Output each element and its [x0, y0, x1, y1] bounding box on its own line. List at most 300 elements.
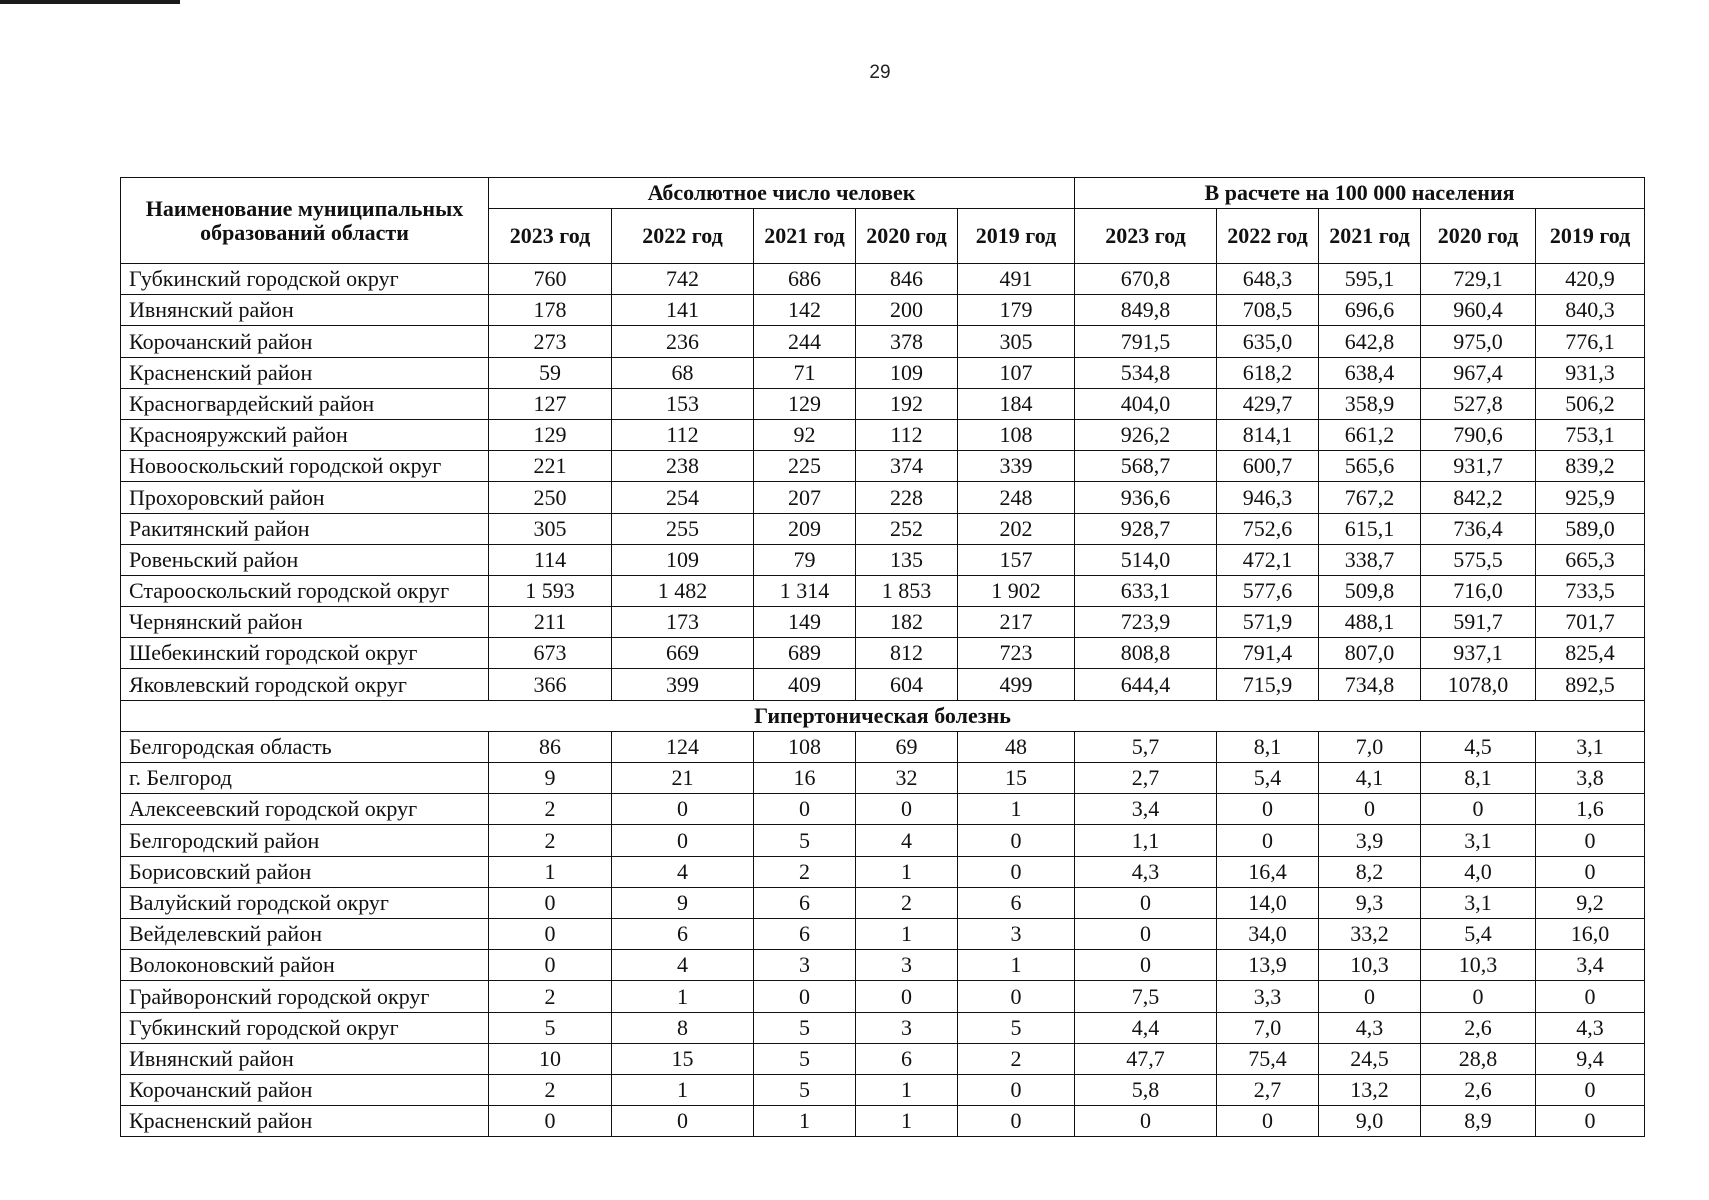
value-cell: 47,7: [1075, 1043, 1217, 1074]
value-cell: 673: [489, 638, 612, 669]
value-cell: 5,7: [1075, 731, 1217, 762]
table-row: [121, 357, 1645, 388]
value-cell: 5,4: [1217, 763, 1319, 794]
value-cell: 6: [754, 887, 856, 918]
value-cell: 736,4: [1421, 513, 1536, 544]
value-cell: 200: [856, 295, 958, 326]
value-cell: 975,0: [1421, 326, 1536, 357]
value-cell: 71: [754, 357, 856, 388]
value-cell: 928,7: [1075, 513, 1217, 544]
row-name-cell: Белгородский район: [121, 825, 489, 856]
value-cell: 812: [856, 638, 958, 669]
table-row: [121, 295, 1645, 326]
value-cell: 8,2: [1319, 856, 1421, 887]
table-row: [121, 575, 1645, 606]
value-cell: 946,3: [1217, 482, 1319, 513]
value-cell: 642,8: [1319, 326, 1421, 357]
table-row: [121, 1106, 1645, 1137]
value-cell: 618,2: [1217, 357, 1319, 388]
row-name-cell: Новооскольский городской округ: [121, 451, 489, 482]
value-cell: 4,5: [1421, 731, 1536, 762]
value-cell: 69: [856, 731, 958, 762]
value-cell: 491: [958, 264, 1075, 295]
value-cell: 842,2: [1421, 482, 1536, 513]
value-cell: 92: [754, 419, 856, 450]
value-cell: 1: [856, 1106, 958, 1137]
value-cell: 2: [856, 887, 958, 918]
row-name-cell: Ровеньский район: [121, 544, 489, 575]
value-cell: 1 853: [856, 575, 958, 606]
value-cell: 716,0: [1421, 575, 1536, 606]
value-cell: 2: [489, 981, 612, 1012]
value-cell: 21: [612, 763, 754, 794]
value-cell: 34,0: [1217, 918, 1319, 949]
value-cell: 124: [612, 731, 754, 762]
value-cell: 0: [958, 856, 1075, 887]
value-cell: 209: [754, 513, 856, 544]
value-cell: 142: [754, 295, 856, 326]
value-cell: 967,4: [1421, 357, 1536, 388]
value-cell: 3: [958, 918, 1075, 949]
value-cell: 149: [754, 607, 856, 638]
value-cell: 254: [612, 482, 754, 513]
value-cell: 2: [958, 1043, 1075, 1074]
scan-edge-mark: [0, 0, 180, 4]
value-cell: 9,0: [1319, 1106, 1421, 1137]
value-cell: 79: [754, 544, 856, 575]
value-cell: 0: [1075, 918, 1217, 949]
table-body: [121, 264, 1645, 1137]
value-cell: 217: [958, 607, 1075, 638]
value-cell: 8: [612, 1012, 754, 1043]
value-cell: 0: [1421, 794, 1536, 825]
value-cell: 0: [958, 1074, 1075, 1105]
value-cell: 577,6: [1217, 575, 1319, 606]
value-cell: 24,5: [1319, 1043, 1421, 1074]
value-cell: 1: [856, 856, 958, 887]
value-cell: 5: [489, 1012, 612, 1043]
value-cell: 10,3: [1319, 950, 1421, 981]
value-cell: 0: [958, 981, 1075, 1012]
value-cell: 255: [612, 513, 754, 544]
value-cell: 3: [856, 950, 958, 981]
value-cell: 846: [856, 264, 958, 295]
row-name-cell: Яковлевский городской округ: [121, 669, 489, 700]
value-cell: 399: [612, 669, 754, 700]
value-cell: 9: [612, 887, 754, 918]
row-name-cell: Корочанский район: [121, 326, 489, 357]
value-cell: 808,8: [1075, 638, 1217, 669]
table-row: [121, 918, 1645, 949]
value-cell: 3,1: [1421, 825, 1536, 856]
value-cell: 926,2: [1075, 419, 1217, 450]
value-cell: 2: [489, 1074, 612, 1105]
value-cell: 9: [489, 763, 612, 794]
value-cell: 225: [754, 451, 856, 482]
value-cell: 669: [612, 638, 754, 669]
value-cell: 9,4: [1536, 1043, 1645, 1074]
value-cell: 420,9: [1536, 264, 1645, 295]
value-cell: 127: [489, 388, 612, 419]
table-row: [121, 388, 1645, 419]
value-cell: 825,4: [1536, 638, 1645, 669]
value-cell: 5,8: [1075, 1074, 1217, 1105]
value-cell: 701,7: [1536, 607, 1645, 638]
value-cell: 15: [612, 1043, 754, 1074]
header-year: 2021 год: [1319, 209, 1421, 264]
value-cell: 5: [754, 1043, 856, 1074]
value-cell: 723,9: [1075, 607, 1217, 638]
value-cell: 2,6: [1421, 1074, 1536, 1105]
value-cell: 1 593: [489, 575, 612, 606]
value-cell: 15: [958, 763, 1075, 794]
value-cell: 6: [958, 887, 1075, 918]
value-cell: 2,7: [1075, 763, 1217, 794]
value-cell: 129: [489, 419, 612, 450]
value-cell: 534,8: [1075, 357, 1217, 388]
value-cell: 1078,0: [1421, 669, 1536, 700]
value-cell: 1 902: [958, 575, 1075, 606]
value-cell: 0: [1217, 1106, 1319, 1137]
value-cell: 305: [958, 326, 1075, 357]
value-cell: 0: [1536, 981, 1645, 1012]
value-cell: 839,2: [1536, 451, 1645, 482]
row-name-cell: Шебекинский городской округ: [121, 638, 489, 669]
value-cell: 2,6: [1421, 1012, 1536, 1043]
value-cell: 595,1: [1319, 264, 1421, 295]
value-cell: 4,1: [1319, 763, 1421, 794]
table-row: [121, 981, 1645, 1012]
value-cell: 767,2: [1319, 482, 1421, 513]
value-cell: 109: [856, 357, 958, 388]
value-cell: 6: [754, 918, 856, 949]
value-cell: 0: [1075, 950, 1217, 981]
value-cell: 10: [489, 1043, 612, 1074]
value-cell: 686: [754, 264, 856, 295]
value-cell: 0: [1536, 856, 1645, 887]
table-row: [121, 763, 1645, 794]
value-cell: 937,1: [1421, 638, 1536, 669]
value-cell: 0: [856, 981, 958, 1012]
value-cell: 179: [958, 295, 1075, 326]
value-cell: 0: [1319, 981, 1421, 1012]
value-cell: 221: [489, 451, 612, 482]
value-cell: 86: [489, 731, 612, 762]
value-cell: 591,7: [1421, 607, 1536, 638]
value-cell: 4,0: [1421, 856, 1536, 887]
value-cell: 10,3: [1421, 950, 1536, 981]
value-cell: 604: [856, 669, 958, 700]
value-cell: 135: [856, 544, 958, 575]
value-cell: 472,1: [1217, 544, 1319, 575]
table-row: [121, 419, 1645, 450]
row-name-cell: Белгородская область: [121, 731, 489, 762]
value-cell: 8,1: [1421, 763, 1536, 794]
value-cell: 2: [489, 794, 612, 825]
value-cell: 3: [754, 950, 856, 981]
value-cell: 238: [612, 451, 754, 482]
value-cell: 141: [612, 295, 754, 326]
value-cell: 28,8: [1421, 1043, 1536, 1074]
value-cell: 708,5: [1217, 295, 1319, 326]
value-cell: 1,6: [1536, 794, 1645, 825]
value-cell: 13,9: [1217, 950, 1319, 981]
value-cell: 4: [856, 825, 958, 856]
value-cell: 0: [1319, 794, 1421, 825]
value-cell: 33,2: [1319, 918, 1421, 949]
value-cell: 0: [754, 981, 856, 1012]
value-cell: 16: [754, 763, 856, 794]
value-cell: 3,4: [1536, 950, 1645, 981]
table-row: [121, 1043, 1645, 1074]
value-cell: 0: [1217, 825, 1319, 856]
value-cell: 733,5: [1536, 575, 1645, 606]
header-year: 2020 год: [856, 209, 958, 264]
value-cell: 734,8: [1319, 669, 1421, 700]
value-cell: 1: [612, 1074, 754, 1105]
value-cell: 305: [489, 513, 612, 544]
value-cell: 228: [856, 482, 958, 513]
table-row: [121, 887, 1645, 918]
statistics-table: [120, 177, 1645, 1137]
row-name-cell: г. Белгород: [121, 763, 489, 794]
value-cell: 248: [958, 482, 1075, 513]
value-cell: 892,5: [1536, 669, 1645, 700]
row-name-cell: Алексеевский городской округ: [121, 794, 489, 825]
value-cell: 575,5: [1421, 544, 1536, 575]
table-row: [121, 669, 1645, 700]
header-group-absolute: Абсолютное число человек: [489, 178, 1075, 209]
value-cell: 1: [958, 950, 1075, 981]
value-cell: 571,9: [1217, 607, 1319, 638]
value-cell: 499: [958, 669, 1075, 700]
row-name-cell: Корочанский район: [121, 1074, 489, 1105]
value-cell: 404,0: [1075, 388, 1217, 419]
value-cell: 5: [958, 1012, 1075, 1043]
value-cell: 16,0: [1536, 918, 1645, 949]
value-cell: 112: [612, 419, 754, 450]
value-cell: 6: [856, 1043, 958, 1074]
value-cell: 568,7: [1075, 451, 1217, 482]
table-row: [121, 1074, 1645, 1105]
table-row: [121, 825, 1645, 856]
value-cell: 32: [856, 763, 958, 794]
value-cell: 791,4: [1217, 638, 1319, 669]
value-cell: 4: [612, 950, 754, 981]
value-cell: 114: [489, 544, 612, 575]
section-row: [121, 700, 1645, 731]
value-cell: 409: [754, 669, 856, 700]
value-cell: 3,1: [1421, 887, 1536, 918]
value-cell: 689: [754, 638, 856, 669]
value-cell: 211: [489, 607, 612, 638]
value-cell: 173: [612, 607, 754, 638]
row-name-cell: Ивнянский район: [121, 295, 489, 326]
value-cell: 509,8: [1319, 575, 1421, 606]
page-number: 29: [869, 62, 891, 83]
header-year: 2023 год: [489, 209, 612, 264]
table-row: [121, 638, 1645, 669]
value-cell: 3,4: [1075, 794, 1217, 825]
value-cell: 252: [856, 513, 958, 544]
row-name-cell: Прохоровский район: [121, 482, 489, 513]
value-cell: 75,4: [1217, 1043, 1319, 1074]
row-name-cell: Валуйский городской округ: [121, 887, 489, 918]
header-year: 2019 год: [1536, 209, 1645, 264]
value-cell: 236: [612, 326, 754, 357]
value-cell: 3: [856, 1012, 958, 1043]
value-cell: 192: [856, 388, 958, 419]
table-row: [121, 451, 1645, 482]
value-cell: 2: [754, 856, 856, 887]
row-name-cell: Губкинский городской округ: [121, 264, 489, 295]
value-cell: 4,3: [1536, 1012, 1645, 1043]
value-cell: 108: [958, 419, 1075, 450]
value-cell: 0: [856, 794, 958, 825]
value-cell: 0: [489, 918, 612, 949]
row-name-cell: Губкинский городской округ: [121, 1012, 489, 1043]
value-cell: 358,9: [1319, 388, 1421, 419]
value-cell: 488,1: [1319, 607, 1421, 638]
value-cell: 0: [612, 794, 754, 825]
value-cell: 0: [958, 825, 1075, 856]
value-cell: 4,4: [1075, 1012, 1217, 1043]
value-cell: 5: [754, 1074, 856, 1105]
value-cell: 2,7: [1217, 1074, 1319, 1105]
header-name-column: Наименование муниципальных образований области: [121, 178, 489, 264]
value-cell: 729,1: [1421, 264, 1536, 295]
value-cell: 753,1: [1536, 419, 1645, 450]
row-name-cell: Волоконовский район: [121, 950, 489, 981]
value-cell: 696,6: [1319, 295, 1421, 326]
row-name-cell: Ивнянский район: [121, 1043, 489, 1074]
value-cell: 157: [958, 544, 1075, 575]
value-cell: 3,3: [1217, 981, 1319, 1012]
value-cell: 339: [958, 451, 1075, 482]
value-cell: 644,4: [1075, 669, 1217, 700]
value-cell: 760: [489, 264, 612, 295]
header-year: 2023 год: [1075, 209, 1217, 264]
value-cell: 250: [489, 482, 612, 513]
value-cell: 814,1: [1217, 419, 1319, 450]
value-cell: 5: [754, 825, 856, 856]
value-cell: 374: [856, 451, 958, 482]
value-cell: 791,5: [1075, 326, 1217, 357]
value-cell: 638,4: [1319, 357, 1421, 388]
value-cell: 849,8: [1075, 295, 1217, 326]
table-row: [121, 482, 1645, 513]
table-row: [121, 1012, 1645, 1043]
table-row: [121, 950, 1645, 981]
value-cell: 960,4: [1421, 295, 1536, 326]
value-cell: 0: [754, 794, 856, 825]
table-row: [121, 607, 1645, 638]
value-cell: 207: [754, 482, 856, 513]
value-cell: 742: [612, 264, 754, 295]
value-cell: 4: [612, 856, 754, 887]
value-cell: 1: [958, 794, 1075, 825]
value-cell: 429,7: [1217, 388, 1319, 419]
value-cell: 366: [489, 669, 612, 700]
value-cell: 0: [612, 825, 754, 856]
value-cell: 0: [612, 1106, 754, 1137]
row-name-cell: Красненский район: [121, 1106, 489, 1137]
header-year: 2022 год: [612, 209, 754, 264]
value-cell: 5,4: [1421, 918, 1536, 949]
value-cell: 807,0: [1319, 638, 1421, 669]
value-cell: 13,2: [1319, 1074, 1421, 1105]
value-cell: 153: [612, 388, 754, 419]
value-cell: 108: [754, 731, 856, 762]
value-cell: 184: [958, 388, 1075, 419]
value-cell: 1: [612, 981, 754, 1012]
value-cell: 615,1: [1319, 513, 1421, 544]
value-cell: 5: [754, 1012, 856, 1043]
value-cell: 635,0: [1217, 326, 1319, 357]
value-cell: 59: [489, 357, 612, 388]
value-cell: 0: [489, 950, 612, 981]
value-cell: 14,0: [1217, 887, 1319, 918]
value-cell: 7,0: [1319, 731, 1421, 762]
value-cell: 790,6: [1421, 419, 1536, 450]
value-cell: 6: [612, 918, 754, 949]
value-cell: 8,9: [1421, 1106, 1536, 1137]
value-cell: 670,8: [1075, 264, 1217, 295]
value-cell: 1,1: [1075, 825, 1217, 856]
value-cell: 3,1: [1536, 731, 1645, 762]
value-cell: 244: [754, 326, 856, 357]
value-cell: 715,9: [1217, 669, 1319, 700]
value-cell: 661,2: [1319, 419, 1421, 450]
value-cell: 776,1: [1536, 326, 1645, 357]
value-cell: 338,7: [1319, 544, 1421, 575]
table-row: [121, 731, 1645, 762]
value-cell: 840,3: [1536, 295, 1645, 326]
value-cell: 0: [958, 1106, 1075, 1137]
value-cell: 752,6: [1217, 513, 1319, 544]
value-cell: 129: [754, 388, 856, 419]
value-cell: 109: [612, 544, 754, 575]
value-cell: 378: [856, 326, 958, 357]
value-cell: 202: [958, 513, 1075, 544]
row-name-cell: Вейделевский район: [121, 918, 489, 949]
header-year: 2020 год: [1421, 209, 1536, 264]
value-cell: 3,9: [1319, 825, 1421, 856]
value-cell: 936,6: [1075, 482, 1217, 513]
value-cell: 0: [1536, 825, 1645, 856]
value-cell: 2: [489, 825, 612, 856]
value-cell: 665,3: [1536, 544, 1645, 575]
value-cell: 16,4: [1217, 856, 1319, 887]
table-row: [121, 513, 1645, 544]
value-cell: 1: [754, 1106, 856, 1137]
value-cell: 506,2: [1536, 388, 1645, 419]
value-cell: 107: [958, 357, 1075, 388]
value-cell: 648,3: [1217, 264, 1319, 295]
section-title: Гипертоническая болезнь: [121, 700, 1645, 731]
table-row: [121, 544, 1645, 575]
value-cell: 1: [489, 856, 612, 887]
value-cell: 565,6: [1319, 451, 1421, 482]
value-cell: 931,7: [1421, 451, 1536, 482]
value-cell: 1: [856, 1074, 958, 1105]
row-name-cell: Борисовский район: [121, 856, 489, 887]
value-cell: 0: [1536, 1074, 1645, 1105]
value-cell: 4,3: [1319, 1012, 1421, 1043]
value-cell: 931,3: [1536, 357, 1645, 388]
value-cell: 4,3: [1075, 856, 1217, 887]
value-cell: 600,7: [1217, 451, 1319, 482]
